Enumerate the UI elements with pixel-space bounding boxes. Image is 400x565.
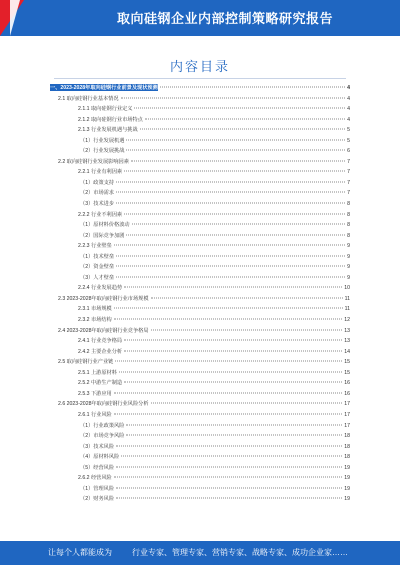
toc-entry[interactable] bbox=[50, 411, 350, 422]
toc-entry-title: 2.1 取向硅钢行业基本情况 bbox=[58, 95, 119, 102]
toc-leader-dots bbox=[114, 413, 342, 414]
toc-entry-title: （1）行业政策风险 bbox=[80, 422, 125, 429]
toc-leader-dots bbox=[124, 340, 342, 341]
toc-entry-page: 11 bbox=[344, 306, 350, 313]
toc-entry[interactable] bbox=[50, 305, 350, 316]
toc-leader-dots bbox=[119, 371, 342, 372]
toc-leader-dots bbox=[116, 203, 345, 204]
toc-entry-page: 6 bbox=[347, 148, 350, 155]
toc-entry-title: 2.1.2 取向硅钢行业市场特点 bbox=[78, 116, 143, 123]
toc-leader-dots bbox=[124, 350, 342, 351]
toc-leader-dots bbox=[145, 118, 345, 119]
toc-entry-page: 4 bbox=[347, 116, 350, 123]
toc-leader-dots bbox=[114, 245, 345, 246]
toc-leader-dots bbox=[114, 319, 342, 320]
toc-entry-page: 8 bbox=[347, 211, 350, 218]
toc-entry-title: 2.5 取向硅钢行业产业链 bbox=[58, 359, 114, 366]
toc-entry[interactable] bbox=[50, 105, 350, 116]
toc-entry-page: 12 bbox=[344, 317, 350, 324]
toc-entry-title: 2.5.3 下游应用 bbox=[78, 390, 112, 397]
toc-leader-dots bbox=[126, 150, 345, 151]
toc-entry-title: 2.2.4 行业发展趋势 bbox=[78, 285, 123, 292]
toc-entry-title: 2.6.2 经营风险 bbox=[78, 475, 112, 482]
toc-entry-page: 8 bbox=[347, 232, 350, 239]
toc-leader-dots bbox=[116, 266, 345, 267]
toc-entry-title: （2）国际竞争加剧 bbox=[80, 232, 125, 239]
toc-entry-title: 2.6 2023-2028年取向硅钢行业风险分析 bbox=[58, 401, 149, 408]
toc-entry-title: （2）市场需求 bbox=[80, 190, 115, 197]
toc-divider bbox=[54, 78, 346, 79]
toc-entry-title: 2.3.2 市场结构 bbox=[78, 317, 112, 324]
toc-entry[interactable] bbox=[50, 200, 350, 211]
toc-entry[interactable] bbox=[50, 400, 350, 411]
toc-entry-title: 2.5.2 中游生产制造 bbox=[78, 380, 123, 387]
toc-entry-title: （2）财务风险 bbox=[80, 496, 115, 503]
toc-leader-dots bbox=[132, 224, 346, 225]
toc-leader-dots bbox=[121, 97, 346, 98]
toc-entry-page: 7 bbox=[347, 169, 350, 176]
toc-leader-dots bbox=[151, 329, 343, 330]
toc-entry-page: 18 bbox=[344, 454, 350, 461]
toc-entry[interactable] bbox=[50, 84, 350, 95]
toc-entry-title: （4）原材料风险 bbox=[80, 454, 120, 461]
toc-leader-dots bbox=[151, 403, 343, 404]
toc-entry-page: 17 bbox=[344, 422, 350, 429]
toc-entry[interactable] bbox=[50, 253, 350, 264]
toc-entry-page: 17 bbox=[344, 401, 350, 408]
toc-leader-dots bbox=[114, 477, 342, 478]
toc-leader-dots bbox=[131, 160, 345, 161]
table-of-contents bbox=[50, 84, 350, 506]
toc-entry-page: 10 bbox=[344, 285, 350, 292]
toc-entry[interactable] bbox=[50, 232, 350, 243]
toc-entry[interactable] bbox=[50, 295, 350, 306]
toc-entry-title: 一、2023-2028年取向硅钢行业前景及现状预测 bbox=[50, 85, 158, 91]
toc-entry-page: 15 bbox=[344, 369, 350, 376]
toc-entry-title: （1）行业发展机遇 bbox=[80, 137, 125, 144]
toc-entry[interactable] bbox=[50, 179, 350, 190]
toc-leader-dots bbox=[116, 255, 345, 256]
toc-entry[interactable] bbox=[50, 379, 350, 390]
toc-entry-title: 2.2.1 行业有利因素 bbox=[78, 169, 123, 176]
toc-entry[interactable] bbox=[50, 211, 350, 222]
toc-entry-page: 19 bbox=[344, 496, 350, 503]
white-stripe-decoration bbox=[10, 0, 20, 36]
toc-entry[interactable] bbox=[50, 327, 350, 338]
toc-entry-page: 13 bbox=[344, 327, 350, 334]
toc-entry-title: 2.4 2023-2028年取向硅钢行业竞争格局 bbox=[58, 327, 149, 334]
toc-entry-page: 4 bbox=[347, 95, 350, 102]
toc-entry-title: （1）原材料价格波动 bbox=[80, 222, 130, 229]
toc-entry-page: 19 bbox=[344, 464, 350, 471]
toc-entry-page: 7 bbox=[347, 158, 350, 165]
toc-entry-title: （1）政策支持 bbox=[80, 179, 115, 186]
toc-entry-title: 2.3 2023-2028年取向硅钢行业市场规模 bbox=[58, 295, 149, 302]
toc-entry-page: 9 bbox=[347, 264, 350, 271]
toc-entry-title: （3）人才壁垒 bbox=[80, 274, 115, 281]
toc-leader-dots bbox=[124, 213, 345, 214]
toc-entry-page: 5 bbox=[347, 137, 350, 144]
toc-leader-dots bbox=[116, 192, 345, 193]
toc-entry[interactable] bbox=[50, 126, 350, 137]
toc-leader-dots bbox=[116, 498, 342, 499]
toc-entry[interactable] bbox=[50, 95, 350, 106]
toc-leader-dots bbox=[124, 287, 342, 288]
toc-entry[interactable] bbox=[50, 495, 350, 506]
toc-entry-page: 18 bbox=[344, 433, 350, 440]
toc-leader-dots bbox=[160, 87, 345, 88]
toc-leader-dots bbox=[126, 435, 342, 436]
toc-leader-dots bbox=[124, 171, 345, 172]
toc-entry-title: 2.3.1 市场规模 bbox=[78, 306, 112, 313]
toc-entry-page: 9 bbox=[347, 274, 350, 281]
footer-slogan: 让每个人都能成为 bbox=[48, 548, 112, 557]
toc-leader-dots bbox=[140, 129, 345, 130]
toc-title: 内容目录 bbox=[169, 59, 230, 74]
toc-entry-page: 7 bbox=[347, 190, 350, 197]
toc-entry-page: 9 bbox=[347, 253, 350, 260]
toc-entry-title: 2.5.1 上游原材料 bbox=[78, 369, 117, 376]
toc-entry[interactable] bbox=[50, 284, 350, 295]
toc-entry-page: 9 bbox=[347, 243, 350, 250]
toc-leader-dots bbox=[114, 392, 342, 393]
toc-entry[interactable] bbox=[50, 189, 350, 200]
toc-entry[interactable] bbox=[50, 485, 350, 496]
toc-entry-title: 2.6.1 行业风险 bbox=[78, 411, 112, 418]
toc-entry[interactable] bbox=[50, 432, 350, 443]
toc-leader-dots bbox=[126, 424, 342, 425]
toc-entry[interactable] bbox=[50, 348, 350, 359]
toc-leader-dots bbox=[116, 276, 345, 277]
toc-entry[interactable] bbox=[50, 263, 350, 274]
toc-entry-title: （1）管理风险 bbox=[80, 485, 115, 492]
toc-entry[interactable] bbox=[50, 116, 350, 127]
toc-entry-page: 19 bbox=[344, 485, 350, 492]
toc-entry[interactable] bbox=[50, 274, 350, 285]
toc-entry-page: 15 bbox=[344, 359, 350, 366]
toc-leader-dots bbox=[116, 466, 342, 467]
toc-leader-dots bbox=[114, 308, 343, 309]
footer-bar bbox=[0, 541, 400, 565]
toc-entry-page: 7 bbox=[347, 179, 350, 186]
toc-entry-title: （2）市场竞争风险 bbox=[80, 433, 125, 440]
toc-entry-page: 13 bbox=[344, 338, 350, 345]
toc-entry-page: 19 bbox=[344, 475, 350, 482]
report-title: 取向硅钢企业内部控制策略研究报告 bbox=[116, 11, 333, 26]
toc-entry[interactable] bbox=[50, 242, 350, 253]
toc-entry-page: 14 bbox=[344, 348, 350, 355]
toc-entry[interactable] bbox=[50, 422, 350, 433]
toc-entry-title: 2.4.1 行业竞争格局 bbox=[78, 338, 123, 345]
toc-entry-title: （3）技术风险 bbox=[80, 443, 115, 450]
toc-leader-dots bbox=[126, 139, 345, 140]
toc-entry[interactable] bbox=[50, 168, 350, 179]
toc-entry[interactable] bbox=[50, 137, 350, 148]
toc-entry-page: 8 bbox=[347, 222, 350, 229]
toc-entry-page: 8 bbox=[347, 201, 350, 208]
toc-entry-title: 2.1.3 行业发展机遇与挑战 bbox=[78, 127, 138, 134]
toc-entry[interactable] bbox=[50, 147, 350, 158]
toc-entry-title: （2）行业发展挑战 bbox=[80, 148, 125, 155]
toc-entry-title: 2.2 取向硅钢行业发展影响因素 bbox=[58, 158, 129, 165]
toc-entry[interactable] bbox=[50, 337, 350, 348]
toc-leader-dots bbox=[116, 487, 342, 488]
toc-entry-title: （2）资金壁垒 bbox=[80, 264, 115, 271]
toc-entry-page: 5 bbox=[347, 127, 350, 134]
toc-leader-dots bbox=[115, 361, 342, 362]
toc-entry-page: 18 bbox=[344, 443, 350, 450]
toc-entry[interactable] bbox=[50, 443, 350, 454]
toc-entry-title: 2.1.1 取向硅钢行业定义 bbox=[78, 106, 133, 113]
footer-roles: 行业专家、管理专家、营销专家、战略专家、成功企业家…… bbox=[132, 548, 348, 557]
toc-entry-title: （1）技术壁垒 bbox=[80, 253, 115, 260]
toc-entry[interactable] bbox=[50, 453, 350, 464]
toc-leader-dots bbox=[126, 234, 345, 235]
toc-entry[interactable] bbox=[50, 158, 350, 169]
toc-entry[interactable] bbox=[50, 464, 350, 475]
toc-entry[interactable] bbox=[50, 474, 350, 485]
toc-entry-page: 11 bbox=[344, 295, 350, 302]
toc-entry-page: 16 bbox=[344, 380, 350, 387]
toc-entry-title: 2.4.2 主要企业分析 bbox=[78, 348, 123, 355]
toc-entry[interactable] bbox=[50, 221, 350, 232]
toc-entry[interactable] bbox=[50, 369, 350, 380]
toc-entry-page: 17 bbox=[344, 411, 350, 418]
toc-entry-page: 16 bbox=[344, 390, 350, 397]
toc-leader-dots bbox=[121, 456, 342, 457]
toc-entry-page: 4 bbox=[347, 106, 350, 113]
toc-entry-title: （5）经营风险 bbox=[80, 464, 115, 471]
toc-leader-dots bbox=[134, 108, 345, 109]
toc-entry[interactable] bbox=[50, 316, 350, 327]
toc-entry[interactable] bbox=[50, 358, 350, 369]
toc-leader-dots bbox=[116, 445, 342, 446]
toc-entry-page: 4 bbox=[347, 85, 350, 91]
toc-entry-title: 2.2.3 行业壁垒 bbox=[78, 243, 112, 250]
toc-leader-dots bbox=[124, 382, 342, 383]
toc-entry[interactable] bbox=[50, 390, 350, 401]
toc-entry-title: （3）技术进步 bbox=[80, 201, 115, 208]
header-bar bbox=[0, 0, 400, 36]
toc-leader-dots bbox=[116, 181, 345, 182]
toc-leader-dots bbox=[151, 297, 343, 298]
toc-entry-title: 2.2.2 行业不利因素 bbox=[78, 211, 123, 218]
